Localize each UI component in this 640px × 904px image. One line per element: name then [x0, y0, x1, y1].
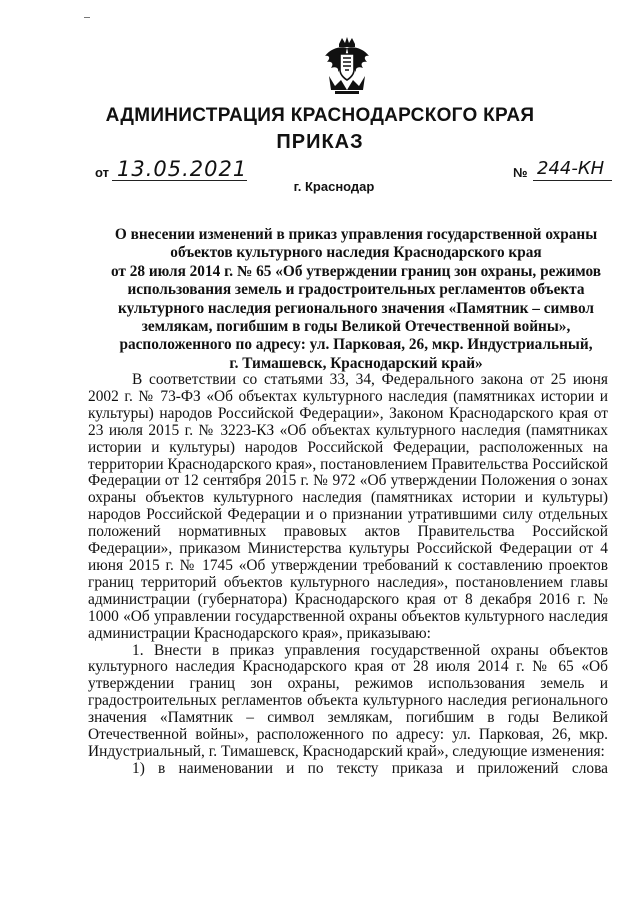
city-label: г. Краснодар	[293, 179, 375, 194]
organization-title: АДМИНИСТРАЦИЯ КРАСНОДАРСКОГО КРАЯ	[105, 105, 535, 126]
document-body	[88, 372, 608, 778]
scan-mark	[84, 17, 90, 18]
number-handwritten: 244-КН	[537, 158, 605, 179]
title-line: от 28 июля 2014 г. № 65 «Об утверждении границ зон охраны, режимов	[110, 262, 602, 280]
date-prefix: от	[95, 165, 109, 180]
title-line: объектов культурного наследия Краснодарского края	[170, 244, 542, 262]
title-line: г. Тимашевск, Краснодарский край»	[229, 354, 483, 372]
number-prefix: №	[513, 165, 528, 180]
document-title	[96, 226, 616, 373]
body-paragraph: 1) в наименовании и по тексту приказа и приложений слова	[132, 759, 608, 777]
title-line: О внесении изменений в приказ управления государственной охраны	[114, 226, 598, 243]
document-type: ПРИКАЗ	[276, 131, 364, 153]
body-paragraph: В соответствии со статьями 33, 34, Федерального закона от 25 июня 2002 г. № 73-ФЗ «Об объектах культурного наследия (памятниках истории и культуры) народов Российской Федерации», Законом Краснодарского края от 23 июля 2015 г. № 3223-КЗ «Об объектах культурного наследия (памятниках истории и культуры) народов Российской Федерации, расположенных на территории Краснодарского края», постановлением Правительства Российской Федерации от 12 сентября 2015 г. № 972 «Об утверждении Положения о зонах охраны объектов культурного наследия (памятниках истории и культуры) народов Российской Федерации и о признании утратившими силу отдельных положений нормативных правовых актов Правительства Российской Федерации», приказом Министерства культуры Российской Федерации от 4 июня 2015 г. № 1745 «Об утверждении требований к составлению проектов границ территорий объектов культурного наследия», постановлением главы администрации (губернатора) Краснодарского края от 8 декабря 2016 г. № 1000 «Об управлении государственной охраны объектов культурного наследия администрации Краснодарского края», приказываю:	[88, 371, 608, 642]
title-line: землякам, погибшим в годы Великой Отечественной войны»,	[141, 318, 571, 336]
title-line: использования земель и градостроительных регламентов объекта	[127, 281, 585, 299]
title-line: культурного наследия регионального значения «Памятник – символ	[118, 299, 594, 317]
body-paragraph: 1. Внести в приказ управления государственной охраны объектов культурного наследия Краснодарского края от 28 июля 2014 г. № 65 «Об утверждении границ зон охраны, режимов использования земель и градостроительных регламентов объекта культурного наследия регионального значения «Памятник – символ землякам, погибшим в годы Великой Отечественной войны», расположенного по адресу: ул. Парковая, 26, мкр. Индустриальный, г. Тимашевск, Краснодарский край», следующие изменения:	[88, 641, 608, 760]
coat-of-arms-emblem	[321, 36, 373, 96]
title-line: расположенного по адресу: ул. Парковая, 26, мкр. Индустриальный,	[119, 336, 593, 354]
date-handwritten: 13.05.2021	[117, 157, 248, 181]
